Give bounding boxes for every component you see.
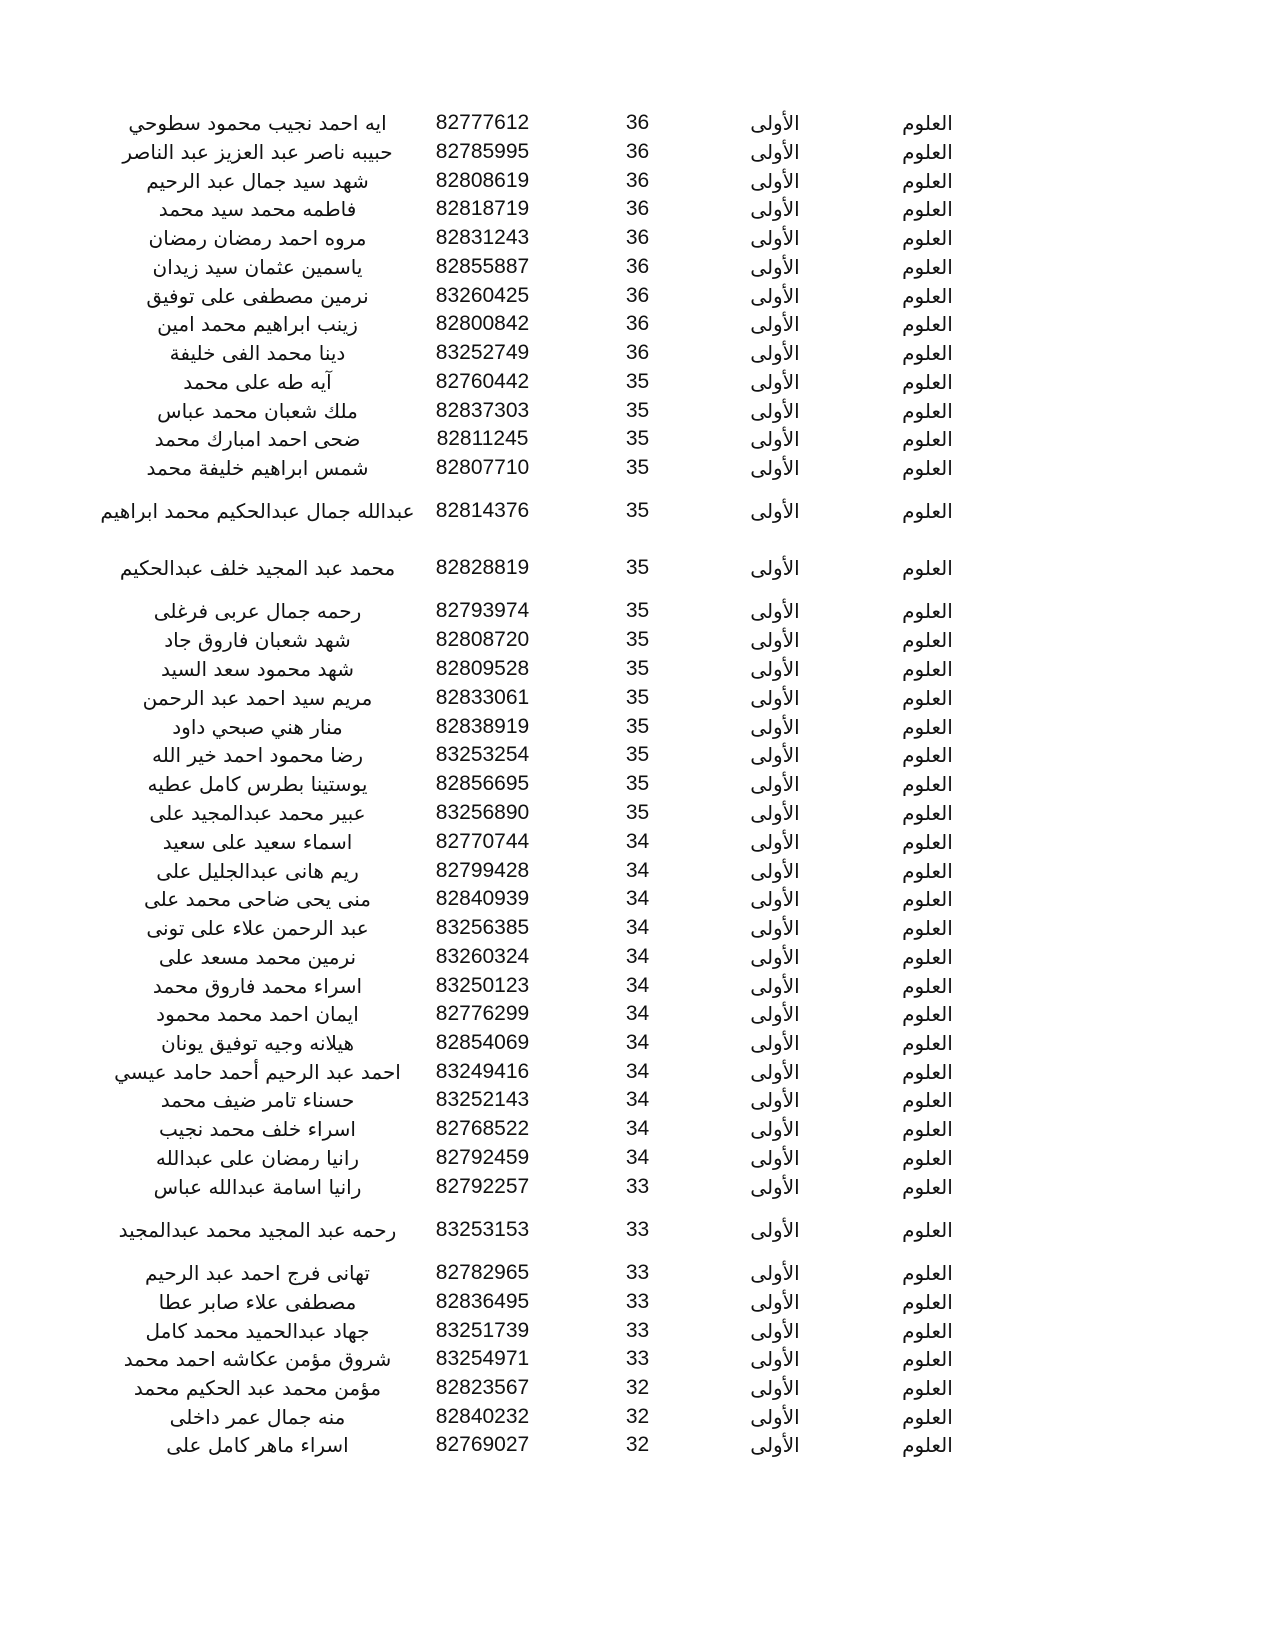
student-name-cell: شهد محمود سعد السيد [161, 657, 354, 681]
table-row [0, 827, 1275, 857]
round-cell: الأولى [750, 1347, 800, 1371]
table-row [0, 884, 1275, 914]
score-cell: 36 [625, 111, 650, 134]
table-row [0, 1430, 1275, 1460]
department-cell: العلوم [902, 1031, 953, 1055]
round-cell: الأولى [750, 255, 800, 279]
score-cell: 34 [625, 916, 650, 939]
department-cell: العلوم [902, 312, 953, 336]
round-cell: الأولى [750, 1031, 800, 1055]
round-cell: الأولى [750, 197, 800, 221]
table-row [0, 798, 1275, 828]
student-name-cell: رحمه جمال عربى فرغلى [153, 599, 362, 623]
score-cell: 35 [625, 427, 650, 450]
seat-number-cell: 82792257 [435, 1175, 530, 1198]
round-cell: الأولى [750, 556, 800, 580]
seat-number-cell: 82811245 [436, 427, 529, 450]
table-row [0, 1287, 1275, 1317]
department-cell: العلوم [902, 1218, 953, 1242]
seat-number-cell: 82777612 [435, 111, 530, 134]
student-name-cell: مروه احمد رمضان رمضان [148, 226, 367, 250]
score-cell: 34 [625, 974, 650, 997]
score-cell: 34 [625, 887, 650, 910]
table-row [0, 281, 1275, 311]
table-row [0, 1114, 1275, 1144]
table-row [0, 367, 1275, 397]
department-cell: العلوم [902, 499, 953, 523]
round-cell: الأولى [750, 1261, 800, 1285]
student-name-cell: مؤمن محمد عبد الحكيم محمد [133, 1376, 382, 1400]
score-cell: 35 [625, 801, 650, 824]
round-cell: الأولى [750, 743, 800, 767]
table-row [0, 971, 1275, 1001]
student-name-cell: شروق مؤمن عكاشه احمد محمد [123, 1347, 392, 1371]
department-cell: العلوم [902, 1146, 953, 1170]
round-cell: الأولى [750, 974, 800, 998]
table-row [0, 1316, 1275, 1346]
score-cell: 33 [625, 1261, 650, 1284]
seat-number-cell: 82770744 [435, 830, 530, 853]
table-row [0, 1057, 1275, 1087]
score-cell: 34 [625, 1088, 650, 1111]
seat-number-cell: 82793974 [435, 599, 530, 622]
seat-number-cell: 83260324 [435, 945, 530, 968]
department-cell: العلوم [902, 1433, 953, 1457]
round-cell: الأولى [750, 1218, 800, 1242]
round-cell: الأولى [750, 1060, 800, 1084]
student-name-cell: منه جمال عمر داخلى [169, 1405, 346, 1429]
table-row [0, 1215, 1275, 1245]
score-cell: 36 [625, 255, 650, 278]
student-name-cell: رضا محمود احمد خير الله [152, 743, 363, 767]
student-name-cell: ايه احمد نجيب محمود سطوحي [128, 111, 387, 135]
table-row [0, 856, 1275, 886]
department-cell: العلوم [902, 1117, 953, 1141]
round-cell: الأولى [750, 341, 800, 365]
table-row [0, 913, 1275, 943]
department-cell: العلوم [902, 657, 953, 681]
round-cell: الأولى [750, 887, 800, 911]
seat-number-cell: 82799428 [435, 859, 530, 882]
score-cell: 32 [625, 1433, 650, 1456]
seat-number-cell: 82809528 [435, 657, 530, 680]
seat-number-cell: 82854069 [435, 1031, 530, 1054]
department-cell: العلوم [902, 1002, 953, 1026]
student-name-cell: هيلانه وجيه توفيق يونان [160, 1031, 355, 1055]
department-cell: العلوم [902, 974, 953, 998]
student-name-cell: منى يحى ضاحى محمد على [143, 887, 371, 911]
student-name-cell: اسراء ماهر كامل على [166, 1433, 349, 1457]
student-name-cell: ملك شعبان محمد عباس [157, 399, 358, 423]
student-name-cell: اسماء سعيد على سعيد [162, 830, 353, 854]
score-cell: 34 [625, 1060, 650, 1083]
department-cell: العلوم [902, 169, 953, 193]
round-cell: الأولى [750, 772, 800, 796]
round-cell: الأولى [750, 499, 800, 523]
round-cell: الأولى [750, 715, 800, 739]
score-cell: 35 [625, 772, 650, 795]
seat-number-cell: 82818719 [435, 197, 530, 220]
seat-number-cell: 83260425 [435, 284, 530, 307]
score-cell: 36 [625, 140, 650, 163]
seat-number-cell: 82776299 [435, 1002, 530, 1025]
department-cell: العلوم [902, 830, 953, 854]
seat-number-cell: 83256385 [435, 916, 530, 939]
seat-number-cell: 83254971 [435, 1347, 530, 1370]
seat-number-cell: 83250123 [435, 974, 530, 997]
table-row [0, 1143, 1275, 1173]
score-cell: 34 [625, 1002, 650, 1025]
department-cell: العلوم [902, 743, 953, 767]
table-row [0, 769, 1275, 799]
department-cell: العلوم [902, 284, 953, 308]
round-cell: الأولى [750, 140, 800, 164]
round-cell: الأولى [750, 1319, 800, 1343]
department-cell: العلوم [902, 456, 953, 480]
table-row [0, 654, 1275, 684]
score-cell: 34 [625, 830, 650, 853]
score-cell: 34 [625, 1031, 650, 1054]
table-row [0, 1373, 1275, 1403]
student-name-cell: مريم سيد احمد عبد الرحمن [142, 686, 373, 710]
round-cell: الأولى [750, 456, 800, 480]
seat-number-cell: 82836495 [435, 1290, 530, 1313]
score-cell: 36 [625, 341, 650, 364]
student-name-cell: شهد شعبان فاروق جاد [164, 628, 351, 652]
student-name-cell: احمد عبد الرحيم أحمد حامد عيسي [114, 1060, 401, 1084]
round-cell: الأولى [750, 1175, 800, 1199]
table-row [0, 223, 1275, 253]
student-name-cell: نرمين مصطفى على توفيق [146, 284, 369, 308]
round-cell: الأولى [750, 657, 800, 681]
score-cell: 35 [625, 399, 650, 422]
student-name-cell: عبدالله جمال عبدالحكيم محمد ابراهيم [100, 499, 415, 523]
seat-number-cell: 83251739 [435, 1319, 530, 1342]
score-cell: 35 [625, 743, 650, 766]
department-cell: العلوم [902, 887, 953, 911]
student-name-cell: فاطمه محمد سيد محمد [158, 197, 357, 221]
seat-number-cell: 82808619 [435, 169, 530, 192]
student-name-cell: يوستينا بطرس كامل عطيه [147, 772, 368, 796]
score-cell: 35 [625, 657, 650, 680]
department-cell: العلوم [902, 1347, 953, 1371]
student-name-cell: دينا محمد الفى خليفة [169, 341, 346, 365]
score-cell: 36 [625, 197, 650, 220]
department-cell: العلوم [902, 370, 953, 394]
score-cell: 36 [625, 312, 650, 335]
department-cell: العلوم [902, 556, 953, 580]
seat-number-cell: 82838919 [435, 715, 530, 738]
table-row [0, 1258, 1275, 1288]
department-cell: العلوم [902, 1060, 953, 1084]
table-row [0, 194, 1275, 224]
score-cell: 36 [625, 169, 650, 192]
table-row [0, 396, 1275, 426]
score-cell: 35 [625, 715, 650, 738]
round-cell: الأولى [750, 284, 800, 308]
table-row [0, 683, 1275, 713]
student-name-cell: جهاد عبدالحميد محمد كامل [145, 1319, 370, 1343]
department-cell: العلوم [902, 1088, 953, 1112]
round-cell: الأولى [750, 1433, 800, 1457]
seat-number-cell: 82808720 [435, 628, 530, 651]
student-name-cell: مصطفى علاء صابر عطا [158, 1290, 357, 1314]
score-cell: 33 [625, 1290, 650, 1313]
student-name-cell: ضحى احمد امبارك محمد [154, 427, 361, 451]
table-row [0, 553, 1275, 583]
seat-number-cell: 82833061 [435, 686, 530, 709]
seat-number-cell: 83253254 [435, 743, 530, 766]
department-cell: العلوم [902, 427, 953, 451]
round-cell: الأولى [750, 1146, 800, 1170]
student-name-cell: محمد عبد المجيد خلف عبدالحكيم [119, 556, 396, 580]
student-name-cell: اسراء محمد فاروق محمد [152, 974, 363, 998]
department-cell: العلوم [902, 599, 953, 623]
round-cell: الأولى [750, 801, 800, 825]
table-row [0, 453, 1275, 483]
round-cell: الأولى [750, 1405, 800, 1429]
department-cell: العلوم [902, 1405, 953, 1429]
seat-number-cell: 83249416 [435, 1060, 530, 1083]
seat-number-cell: 83256890 [435, 801, 530, 824]
department-cell: العلوم [902, 255, 953, 279]
round-cell: الأولى [750, 427, 800, 451]
student-name-cell: منار هني صبحي داود [172, 715, 343, 739]
seat-number-cell: 82792459 [435, 1146, 530, 1169]
seat-number-cell: 82855887 [435, 255, 530, 278]
seat-number-cell: 82823567 [435, 1376, 530, 1399]
score-cell: 35 [625, 628, 650, 651]
student-name-cell: حسناء تامر ضيف محمد [160, 1088, 355, 1112]
table-row [0, 1344, 1275, 1374]
department-cell: العلوم [902, 399, 953, 423]
round-cell: الأولى [750, 1117, 800, 1141]
table-row [0, 1402, 1275, 1432]
seat-number-cell: 82807710 [435, 456, 530, 479]
department-cell: العلوم [902, 1376, 953, 1400]
table-row [0, 999, 1275, 1029]
table-row [0, 596, 1275, 626]
round-cell: الأولى [750, 599, 800, 623]
round-cell: الأولى [750, 226, 800, 250]
round-cell: الأولى [750, 916, 800, 940]
seat-number-cell: 83253153 [435, 1218, 530, 1241]
table-row [0, 108, 1275, 138]
department-cell: العلوم [902, 859, 953, 883]
seat-number-cell: 82785995 [435, 140, 530, 163]
seat-number-cell: 82856695 [435, 772, 530, 795]
round-cell: الأولى [750, 945, 800, 969]
student-name-cell: زينب ابراهيم محمد امين [157, 312, 358, 336]
table-row [0, 740, 1275, 770]
student-name-cell: ياسمين عثمان سيد زيدان [152, 255, 363, 279]
seat-number-cell: 82814376 [435, 499, 530, 522]
table-row [0, 1172, 1275, 1202]
department-cell: العلوم [902, 1175, 953, 1199]
round-cell: الأولى [750, 1290, 800, 1314]
department-cell: العلوم [902, 801, 953, 825]
score-cell: 33 [625, 1347, 650, 1370]
round-cell: الأولى [750, 399, 800, 423]
seat-number-cell: 83252143 [435, 1088, 530, 1111]
student-name-cell: شمس ابراهيم خليفة محمد [146, 456, 369, 480]
department-cell: العلوم [902, 945, 953, 969]
seat-number-cell: 82840939 [435, 887, 530, 910]
student-name-cell: تهانى فرج احمد عبد الرحيم [145, 1261, 370, 1285]
score-cell: 34 [625, 859, 650, 882]
department-cell: العلوم [902, 1261, 953, 1285]
student-name-cell: اسراء خلف محمد نجيب [159, 1117, 356, 1141]
table-row [0, 137, 1275, 167]
seat-number-cell: 82769027 [435, 1433, 530, 1456]
table-row [0, 424, 1275, 454]
student-name-cell: رانيا رمضان على عبدالله [155, 1146, 360, 1170]
seat-number-cell: 82760442 [435, 370, 530, 393]
department-cell: العلوم [902, 341, 953, 365]
seat-number-cell: 82782965 [435, 1261, 530, 1284]
table-row [0, 942, 1275, 972]
round-cell: الأولى [750, 1002, 800, 1026]
round-cell: الأولى [750, 859, 800, 883]
score-cell: 34 [625, 1146, 650, 1169]
table-row [0, 712, 1275, 742]
department-cell: العلوم [902, 715, 953, 739]
student-name-cell: ايمان احمد محمد محمود [156, 1002, 359, 1026]
score-cell: 33 [625, 1218, 650, 1241]
seat-number-cell: 82837303 [435, 399, 530, 422]
round-cell: الأولى [750, 686, 800, 710]
round-cell: الأولى [750, 830, 800, 854]
seat-number-cell: 82800842 [435, 312, 530, 335]
department-cell: العلوم [902, 628, 953, 652]
department-cell: العلوم [902, 111, 953, 135]
score-cell: 35 [625, 686, 650, 709]
department-cell: العلوم [902, 140, 953, 164]
score-cell: 36 [625, 284, 650, 307]
student-name-cell: آيه طه على محمد [183, 370, 332, 394]
table-row [0, 309, 1275, 339]
round-cell: الأولى [750, 312, 800, 336]
round-cell: الأولى [750, 370, 800, 394]
round-cell: الأولى [750, 1088, 800, 1112]
round-cell: الأولى [750, 169, 800, 193]
student-name-cell: عبير محمد عبدالمجيد على [149, 801, 366, 825]
student-name-cell: نرمين محمد مسعد على [158, 945, 357, 969]
score-cell: 35 [625, 370, 650, 393]
department-cell: العلوم [902, 772, 953, 796]
student-name-cell: حبيبه ناصر عبد العزيز عبد الناصر [122, 140, 393, 164]
score-cell: 35 [625, 499, 650, 522]
score-cell: 35 [625, 599, 650, 622]
seat-number-cell: 82828819 [435, 556, 530, 579]
department-cell: العلوم [902, 916, 953, 940]
student-name-cell: رحمه عبد المجيد محمد عبدالمجيد [118, 1218, 397, 1242]
score-cell: 33 [625, 1175, 650, 1198]
seat-number-cell: 82840232 [435, 1405, 530, 1428]
score-cell: 33 [625, 1319, 650, 1342]
score-cell: 32 [625, 1376, 650, 1399]
table-row [0, 338, 1275, 368]
student-name-cell: شهد سيد جمال عبد الرحيم [146, 169, 369, 193]
student-name-cell: ريم هانى عبدالجليل على [156, 859, 359, 883]
table-row [0, 1028, 1275, 1058]
department-cell: العلوم [902, 197, 953, 221]
round-cell: الأولى [750, 1376, 800, 1400]
table-row [0, 1085, 1275, 1115]
department-cell: العلوم [902, 686, 953, 710]
seat-number-cell: 83252749 [435, 341, 530, 364]
department-cell: العلوم [902, 226, 953, 250]
score-cell: 34 [625, 945, 650, 968]
table-row [0, 166, 1275, 196]
table-row [0, 625, 1275, 655]
seat-number-cell: 82768522 [435, 1117, 530, 1140]
student-name-cell: رانيا اسامة عبدالله عباس [153, 1175, 362, 1199]
score-cell: 35 [625, 456, 650, 479]
seat-number-cell: 82831243 [435, 226, 530, 249]
table-row [0, 496, 1275, 526]
score-cell: 32 [625, 1405, 650, 1428]
table-row [0, 252, 1275, 282]
department-cell: العلوم [902, 1319, 953, 1343]
score-cell: 34 [625, 1117, 650, 1140]
round-cell: الأولى [750, 111, 800, 135]
score-cell: 36 [625, 226, 650, 249]
department-cell: العلوم [902, 1290, 953, 1314]
round-cell: الأولى [750, 628, 800, 652]
score-cell: 35 [625, 556, 650, 579]
student-name-cell: عبد الرحمن علاء على تونى [146, 916, 369, 940]
